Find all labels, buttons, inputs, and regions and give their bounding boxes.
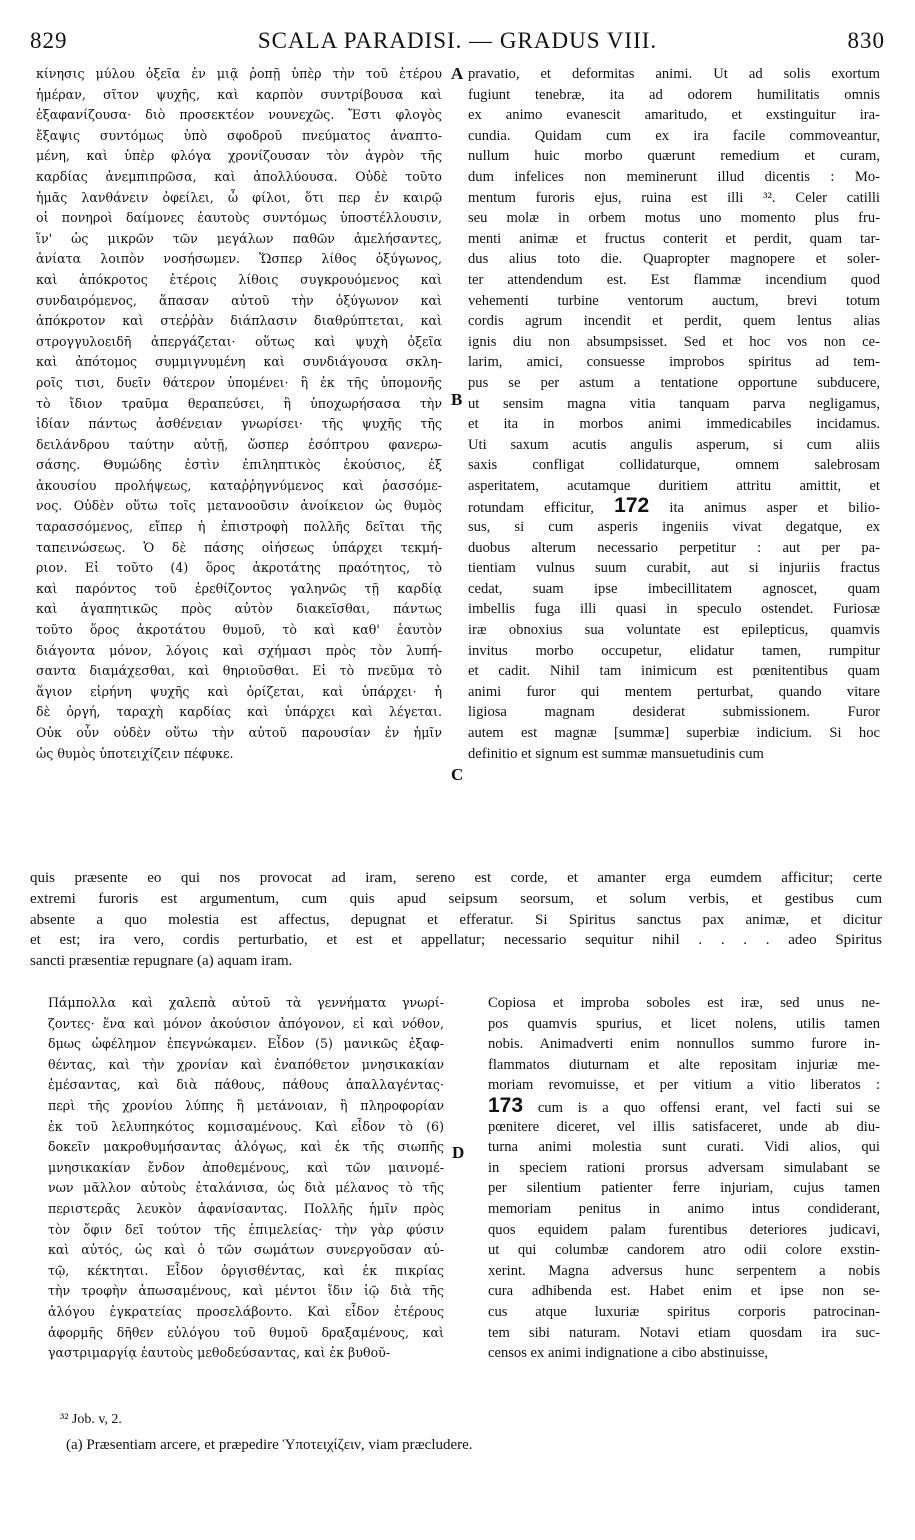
latin-text-line: nullum huic morbo quærunt remedium et curam, xyxy=(468,148,880,165)
greek-text-line: καὶ ἀπόκροτος ἑτέροις λίθοις συγκρουόμενος καὶ xyxy=(36,271,442,287)
greek-text-line: καρδίας ἀνεμπιπρῶσα, καὶ ἀπολλύουσα. Οὐδὲ τοῦτο xyxy=(36,168,442,184)
greek-text-line: καὶ παρόντος τοῦ ἐρεθίζοντος γαληνῶς τῇ καρδίᾳ xyxy=(36,580,442,596)
margin-letter-c: C xyxy=(451,765,464,784)
latin-text-line: ut qui columbæ candorem atro odii colore exstin- xyxy=(488,1242,880,1259)
wide-text-line: sancti præsentiæ repugnare (a) aquam iram. xyxy=(30,953,293,970)
latin-column-bottom xyxy=(488,993,880,1364)
margin-letter-a: A xyxy=(451,64,464,83)
latin-text-line: animi furor qui mentem perturbat, quando vitare xyxy=(468,683,880,700)
greek-text-line: ἀκουσίου προλήψεως, καταῤῥηγνύμενος καὶ ῥασσόμε- xyxy=(36,477,442,493)
greek-text-line: ἀνίατα λοιπὸν νοσήσωμεν. Ὥσπερ λίθος ὀξύγωνος, xyxy=(36,251,442,267)
latin-text-line: turna animi molestia sunt curati. Vidi alios, qui xyxy=(488,1139,880,1156)
greek-text-line: ροῖς τισι, δυεῖν θάτερον ὑπομένει· ἢ ἐκ τῆς ὑπομονῆς xyxy=(36,374,442,390)
latin-text-line: cedat, suam ipse imbecillitatem agnoscet, quam xyxy=(468,580,880,597)
latin-text-line: menti animæ et fructus conterit et perdit, quam tar- xyxy=(468,230,880,247)
wide-text-line: et est; ira vero, cordis perturbatio, et est et appellatur; necessario sequitur nihil . . . . adeo Spiritus xyxy=(30,932,882,949)
latin-text-line: dum infelices non meminerunt illud dicentis : Mo- xyxy=(468,168,880,185)
latin-text-line: cundia. Quidam cum ex ira facile commoveantur, xyxy=(468,127,880,144)
greek-text-line: σαντα διαμάχεσθαι, καὶ θηριοῦσθαι. Εἰ τὸ πνεῦμα τὸ xyxy=(36,663,442,679)
latin-text-line: pos quamvis spurius, et licet nolens, utilis tamen xyxy=(488,1015,880,1032)
latin-text-line: nobis. Animadverti enim nonnullos summo furore in- xyxy=(488,1036,880,1053)
latin-text-line: vehementi turbine ventorum auctum, brevi totum xyxy=(468,292,880,309)
greek-text-line: ἐκ τοῦ λελυπηκότος κομισαμένους. Καὶ εἶδον τὸ (6) xyxy=(48,1118,444,1134)
footnote-scripture: ³² Job. v, 2. xyxy=(60,1412,122,1427)
page-number-right: 830 xyxy=(847,28,885,53)
page-number-left: 829 xyxy=(30,28,68,53)
greek-text-line: μνησικακίαν ἔνδον ἀποθεμένους, καὶ τῶν μαινομέ- xyxy=(48,1159,444,1175)
latin-text-line: et cadit. Nihil tam inimicum est pœnitentibus quam xyxy=(468,663,880,680)
greek-text-line: μένη, καὶ ὑπὲρ φλόγα χρονίζουσαν τὸν ἀγρὸν τῆς xyxy=(36,148,442,164)
greek-text-line: τῷ, κέκτηται. Εἶδον ὀργισθέντας, καὶ ἐκ πικρίας xyxy=(48,1262,444,1278)
latin-text-line: censos ex animi indignatione a cibo abstinuisse, xyxy=(488,1345,769,1362)
greek-text-line: δειλάνδρου ταύτην αὐτῇ, ὥσπερ ἐσόπτρου φανερω- xyxy=(36,436,442,452)
greek-text-line: στρογγυλοειδῆ ἀπεργάζεται· οὕτως καὶ ψυχὴ ὀξεῖα xyxy=(36,333,442,349)
full-width-latin-block xyxy=(30,868,882,972)
greek-text-line: ἀφορμῆς δῆθεν εὐλόγου τοῦ θυμοῦ δραξαμένους, καὶ xyxy=(48,1324,444,1340)
greek-text-line: ὡς θυμὸς ὑποτειχίζειν πέφυκε. xyxy=(36,745,234,761)
running-title: SCALA PARADISI. — GRADUS VIII. xyxy=(257,28,658,53)
latin-text-line: fugiunt tenebræ, ita ad odorem humilitatis omnis xyxy=(468,86,880,103)
latin-text-line: larim, amici, consuesse improbos spiritus ad tem- xyxy=(468,354,880,371)
latin-text-line: et ita in morbos animi immedicabiles incidamus. xyxy=(468,416,880,433)
latin-text-line: memoriam penitus in animo intus condiderant, xyxy=(488,1200,880,1217)
latin-column-top xyxy=(468,64,880,764)
greek-text-line: ἀλόγου ἐγκρατείας προσελάβοντο. Καὶ εἶδον ἑτέρους xyxy=(48,1303,444,1319)
greek-text-line: ἅγιον εἰρήνη ψυχῆς καὶ ὁρίζεται, καὶ ὑπάρχει· ἡ xyxy=(36,683,442,699)
greek-text-line: νος. Οὐδὲν οὕτω τοῖς μετανοοῦσιν ἀνοίκειον ὡς θυμὸς xyxy=(36,498,442,514)
greek-text-line: Πάμπολλα καὶ χαλεπὰ αὐτοῦ τὰ γεννήματα γνωρί- xyxy=(48,995,444,1010)
greek-text-line: τὸ ἴδιον τραῦμα θεραπεύσει, ἢ ὑποχωρήσασα τὴν xyxy=(36,395,442,411)
greek-text-line: δὲ ὀργή, ταραχὴ καρδίας καὶ ὑπάρχει καὶ λέγεται. xyxy=(36,704,442,720)
greek-column-bottom xyxy=(48,993,444,1364)
greek-text-line: ἀπόκροτον καὶ στεῤῥὰν διάπλασιν διαθρύπτεται, καὶ xyxy=(36,313,442,329)
greek-text-line: ἰδίαν πάντως ἀσθένειαν γνωρίσει· τῆς ψυχῆς τῆς xyxy=(36,416,442,432)
greek-text-line: ταπεινώσεως. Ὁ δὲ πάσης οἰήσεως ὑπάρχει τεκμή- xyxy=(36,539,442,555)
greek-text-line: διάγοντα μόνον, λόγοις καὶ σχήμασι πρὸς τὸν λυπή- xyxy=(36,642,442,658)
greek-text-line: νων μᾶλλον αὐτοὺς ἐταλάνισα, ὡς διὰ μέλανος τὸ τῆς xyxy=(48,1180,444,1196)
latin-text-line: 173 cum is a quo offensi erant, vel facti sui se xyxy=(488,1095,880,1117)
greek-text-line: ἔξαψις συντόμως ὑπὸ σφοδροῦ πνεύματος ἀναπτο- xyxy=(36,127,442,143)
latin-text-line: cura adhibenda est. Habet enim et ipse non se- xyxy=(488,1283,880,1300)
latin-text-line: ligiosa magnam desiderat submissionem. Furor xyxy=(468,704,880,721)
latin-text-line: moriam revomuisse, et per vitium a vitio liberatos : xyxy=(488,1077,880,1094)
latin-text-line: ex animo evanescit amaritudo, et exstinguitur ira- xyxy=(468,107,880,124)
latin-text-line: Copiosa et improba soboles est iræ, sed unus ne- xyxy=(488,995,880,1011)
latin-text-line: saxis confligat collidaturque, omnem salebrosam xyxy=(468,457,880,474)
greek-text-line: συνδαιρόμενος, ἅπασαν αὐτοῦ τὴν ὀξύγωνον καὶ xyxy=(36,292,442,308)
greek-text-line: δοκεῖν μακροθυμήσαντας ἀλόγως, καὶ ἐκ τῆς σιωπῆς xyxy=(48,1139,444,1155)
latin-text-line: quos equidem palam furentibus deteriores judicavi, xyxy=(488,1221,880,1238)
greek-text-line: θέντας, καὶ τὴν χρονίαν καὶ ἐναπόθετον μνησικακίαν xyxy=(48,1056,444,1072)
latin-text-line: definitio et signum est summæ mansuetudinis cum xyxy=(468,745,764,762)
greek-text-line: γαστριμαργίᾳ ἑαυτοὺς μεθοδεύσαντας, καὶ ἐκ βυθοῦ- xyxy=(48,1345,391,1361)
latin-text-line: seu molæ in orbem motus uno momento plus fru- xyxy=(468,210,880,227)
greek-text-line: τὸν ὄφιν δεῖ τούτον τῆς ἐπιμελείας· τὴν γὰρ φύσιν xyxy=(48,1221,444,1237)
greek-text-line: ἡμᾶς λανθάνειν ὀφείλει, ὦ φίλοι, ὅτι περ ἐν καιρῷ xyxy=(36,189,442,205)
latin-text-line: Uti saxum acutis angulis asperum, si cum aliis xyxy=(468,436,880,453)
latin-text-line: cordis agrum incendit et perdit, quem lentus alias xyxy=(468,313,880,330)
footnote-editorial: (a) Præsentiam arcere, et præpedire Ὑποτειχίζειν, viam præcludere. xyxy=(66,1437,473,1453)
latin-text-line: ut sensim magna vitia tanquam parva negligamus, xyxy=(468,395,880,412)
latin-text-line: pœnitere diceret, vel illis satisfaceret, unde ab diu- xyxy=(488,1118,880,1135)
greek-text-line: οἱ πονηροὶ δαίμονες ἑαυτοὺς συντόμως ὑποστέλλουσιν, xyxy=(36,210,442,226)
column-number-marker: 172 xyxy=(614,496,650,518)
greek-text-line: καὶ ἀπότομος συμμιγνυμένη καὶ συνδιάγουσα σκλη- xyxy=(36,354,442,370)
wide-text-line: extremi furoris est argumentum, cum quis apud seipsum seorsum, et solum verbis, et gestibus cum xyxy=(30,890,882,907)
greek-text-line: κίνησις μύλου ὀξεῖα ἐν μιᾷ ῥοπῇ ὑπὲρ τὴν τοῦ ἑτέρου xyxy=(36,66,442,81)
latin-text-line: mentum furoris ejus, ruina est illi ³². Celer catilli xyxy=(468,189,880,206)
latin-text-line: in speciem rationi prorsus adversam simulabant se xyxy=(488,1159,880,1176)
latin-text-line: imbellis fuga illi quasi in speculo ostendet. Furiosæ xyxy=(468,601,880,618)
wide-text-line: quis præsente eo qui nos provocat ad iram, sereno est corde, et amanter erga eumdem afficitur; certe xyxy=(30,870,882,886)
latin-text-line: duobus alterum necessario perpetitur : aut per pa- xyxy=(468,539,880,556)
greek-text-line: ταρασσόμενος, εἴπερ ἡ ἐπιστροφὴ πολλῆς δεῖται τῆς xyxy=(36,519,442,535)
greek-column-top xyxy=(36,64,442,764)
latin-text-line: per silentium patienter ferre injuriam, cujus tamen xyxy=(488,1180,880,1197)
greek-text-line: τὴν τροφὴν ἀπωσαμένους, καὶ μέντοι ἴδιν ἰῷ διὰ τῆς xyxy=(48,1283,444,1299)
latin-text-line: flammatos diuturnam et alte repositam injuriæ me- xyxy=(488,1056,880,1073)
greek-text-line: ἡμέραν, σῖτον ψυχῆς, καὶ καρπὸν συντρίβουσα καὶ xyxy=(36,86,442,102)
latin-text-line: ter attendendum est. Est flammæ incendium quod xyxy=(468,271,880,288)
latin-text-line: sus, si cum asperis ingeniis vivat degatque, ex xyxy=(468,519,880,536)
latin-text-line: pus se per astum a tentatione opportune subducere, xyxy=(468,374,880,391)
latin-text-line: ignis diu non absumpsisset. Sed et hoc vos non ce- xyxy=(468,333,880,350)
wide-text-line: absente a quo molestia est affectus, depugnat et efferatur. Si Spiritus sanctus pax animæ, et dicitur xyxy=(30,911,882,928)
greek-text-line: ἐξαφανίζουσα· διὸ προσεκτέον νουνεχῶς. Ἔστι φλογὸς xyxy=(36,107,442,123)
latin-text-line: iræ obnoxius sua voluntate est epilepticus, quamvis xyxy=(468,622,880,639)
latin-text-line: cus atque luxuriæ spiritus corporis patrocinan- xyxy=(488,1303,880,1320)
latin-text-line: tientiam vulnus suum curabit, aut si injuriis fractus xyxy=(468,560,880,577)
latin-text-line: pravatio, et deformitas animi. Ut ad solis exortum xyxy=(468,66,880,82)
greek-text-line: ριον. Εἰ τοῦτο (4) ὅρος ἀκροτάτης πραότητος, τὸ xyxy=(36,560,442,576)
greek-text-line: περὶ τῆς χρονίου λύπης ἢ μετάνοιαν, ἢ πληροφορίαν xyxy=(48,1097,444,1113)
greek-text-line: τοῦτο ὅρος ἀκροτάτου θυμοῦ, τὸ καὶ καθ' ἑαυτὸν xyxy=(36,622,442,638)
greek-text-line: ἵν' ὡς μικρῶν τῶν μεγάλων παθῶν ἀμελήσαντες, xyxy=(36,230,442,246)
greek-text-line: ἐμέσαντας, καὶ διὰ πάθους, πάθους ἀπαλλαγέντας· xyxy=(48,1077,444,1093)
greek-text-line: καὶ ἀγαπητικῶς πρὸς αὐτὸν διακεῖσθαι, πάντως xyxy=(36,601,442,617)
latin-text-line: autem est magnæ [summæ] superbiæ indicium. Si hoc xyxy=(468,725,880,741)
latin-text-line: tem sibi naturam. Notavi etiam quosdam ira suc- xyxy=(488,1324,880,1341)
margin-letter-d: D xyxy=(452,1143,465,1162)
running-header xyxy=(30,28,885,58)
latin-text-line: xerint. Magna adversus hunc serpentem a nobis xyxy=(488,1262,880,1279)
latin-text-line: rotundam efficitur, 172 ita animus asper et bilio- xyxy=(468,496,880,518)
latin-text-line: invitus morbo occupetur, elidatur tamen, rumpitur xyxy=(468,642,880,659)
greek-text-line: δμως ὠφέλημον ἐπεγνώκαμεν. Εἶδον (5) μανικῶς ἐξαφ- xyxy=(48,1036,444,1052)
margin-letter-b: B xyxy=(451,390,463,409)
latin-text-line: dus alius toto die. Quapropter magnopere et soler- xyxy=(468,251,880,268)
latin-text-line: asperitatem, acutamque duritiem attritu amittit, et xyxy=(468,477,880,494)
greek-text-line: περιστερᾶς λευκὸν ἀφανίσαντας. Πολλῆς ἡμῖν πρὸς xyxy=(48,1200,444,1216)
greek-text-line: σάσης. Θυμώδης ἐστὶν ἐπιληπτικὸς ἑκούσιος, ἐξ xyxy=(36,457,442,473)
column-number-marker: 173 xyxy=(488,1095,524,1117)
greek-text-line: ζοντες· ἕνα καὶ μόνον ἀκούσιον ἀπόγονον, εἰ καὶ νόθον, xyxy=(48,1015,444,1031)
greek-text-line: Οὐκ οὖν οὐδὲν οὕτω τὴν αὐτοῦ παρουσίαν ἐν ἡμῖν xyxy=(36,725,442,740)
greek-text-line: καὶ αὐτός, ὡς καὶ ὁ τῶν σωμάτων συνεργοῦσαν αὐ- xyxy=(48,1242,444,1258)
